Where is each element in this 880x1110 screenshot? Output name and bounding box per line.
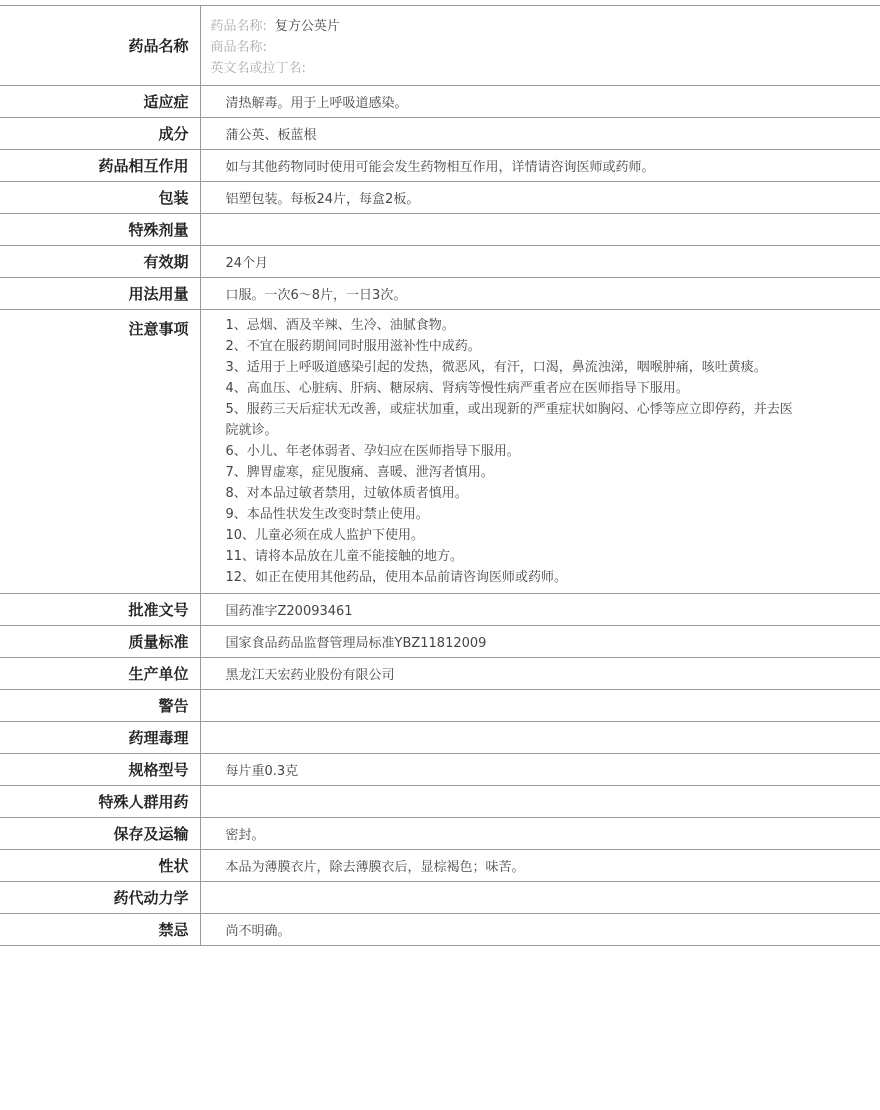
list-item: 10、儿童必须在成人监护下使用。 bbox=[225, 528, 425, 543]
label-drug-name: 药品名称 bbox=[0, 6, 200, 86]
row-specification bbox=[0, 754, 880, 786]
value-warning bbox=[200, 690, 880, 722]
value-package: 铝塑包装。每板24片，每盒2板。 bbox=[200, 182, 880, 214]
label-interactions: 药品相互作用 bbox=[0, 150, 200, 182]
drug-name-line bbox=[211, 16, 880, 37]
value-interactions: 如与其他药物同时使用可能会发生药物相互作用，详情请咨询医师或药师。 bbox=[200, 150, 880, 182]
row-interactions bbox=[0, 150, 880, 182]
label-package: 包装 bbox=[0, 182, 200, 214]
row-storage bbox=[0, 818, 880, 850]
value-specification: 每片重0.3克 bbox=[200, 754, 880, 786]
label-special-population: 特殊人群用药 bbox=[0, 786, 200, 818]
row-toxicology bbox=[0, 722, 880, 754]
row-contraindications bbox=[0, 914, 880, 946]
row-warning bbox=[0, 690, 880, 722]
trade-name-line bbox=[211, 37, 880, 58]
value-indication: 清热解毒。用于上呼吸道感染。 bbox=[200, 86, 880, 118]
trade-name-key: 商品名称: bbox=[210, 40, 267, 55]
drug-name-block bbox=[200, 6, 880, 86]
label-specification: 规格型号 bbox=[0, 754, 200, 786]
list-item: 8、对本品过敏者禁用，过敏体质者慎用。 bbox=[225, 486, 468, 501]
value-manufacturer: 黑龙江天宏药业股份有限公司 bbox=[200, 658, 880, 690]
label-standard: 质量标准 bbox=[0, 626, 200, 658]
row-package bbox=[0, 182, 880, 214]
label-storage: 保存及运输 bbox=[0, 818, 200, 850]
list-item: 12、如正在使用其他药品，使用本品前请咨询医师或药师。 bbox=[225, 570, 568, 585]
list-item: 6、小儿、年老体弱者、孕妇应在医师指导下服用。 bbox=[225, 444, 520, 459]
label-warning: 警告 bbox=[0, 690, 200, 722]
row-drug-name bbox=[0, 6, 880, 86]
row-indication bbox=[0, 86, 880, 118]
row-special-population bbox=[0, 786, 880, 818]
value-precautions bbox=[200, 310, 880, 594]
row-ingredients bbox=[0, 118, 880, 150]
drug-name-key: 药品名称: bbox=[210, 19, 267, 34]
value-pharmacokinetics bbox=[200, 882, 880, 914]
precautions-list bbox=[201, 310, 806, 593]
row-pharmacokinetics bbox=[0, 882, 880, 914]
value-special-dosage bbox=[200, 214, 880, 246]
list-item: 9、本品性状发生改变时禁止使用。 bbox=[225, 507, 429, 522]
english-name-key: 英文名或拉丁名: bbox=[210, 61, 306, 76]
row-appearance bbox=[0, 850, 880, 882]
label-validity: 有效期 bbox=[0, 246, 200, 278]
value-validity: 24个月 bbox=[200, 246, 880, 278]
label-appearance: 性状 bbox=[0, 850, 200, 882]
value-standard: 国家食品药品监督管理局标准YBZ11812009 bbox=[200, 626, 880, 658]
label-usage: 用法用量 bbox=[0, 278, 200, 310]
row-manufacturer bbox=[0, 658, 880, 690]
row-special-dosage bbox=[0, 214, 880, 246]
list-item: 11、请将本品放在儿童不能接触的地方。 bbox=[225, 549, 464, 564]
value-usage: 口服。一次6～8片，一日3次。 bbox=[200, 278, 880, 310]
label-precautions: 注意事项 bbox=[0, 310, 200, 594]
list-item: 7、脾胃虚寒，症见腹痛、喜暖、泄泻者慎用。 bbox=[225, 465, 494, 480]
label-indication: 适应症 bbox=[0, 86, 200, 118]
drug-name-value: 复方公英片 bbox=[274, 19, 340, 34]
row-approval bbox=[0, 594, 880, 626]
value-storage: 密封。 bbox=[200, 818, 880, 850]
list-item: 2、不宜在服药期间同时服用滋补性中成药。 bbox=[225, 339, 481, 354]
list-item: 4、高血压、心脏病、肝病、糖尿病、肾病等慢性病严重者应在医师指导下服用。 bbox=[225, 381, 689, 396]
value-appearance: 本品为薄膜衣片，除去薄膜衣后，显棕褐色；味苦。 bbox=[200, 850, 880, 882]
row-validity bbox=[0, 246, 880, 278]
list-item: 5、服药三天后症状无改善，或症状加重，或出现新的严重症状如胸闷、心悸等应立即停药，并去医院就诊。 bbox=[225, 402, 793, 438]
drug-spec-table bbox=[0, 5, 880, 946]
label-contraindications: 禁忌 bbox=[0, 914, 200, 946]
label-approval: 批准文号 bbox=[0, 594, 200, 626]
value-contraindications: 尚不明确。 bbox=[200, 914, 880, 946]
value-toxicology bbox=[200, 722, 880, 754]
value-approval: 国药准字Z20093461 bbox=[200, 594, 880, 626]
label-special-dosage: 特殊剂量 bbox=[0, 214, 200, 246]
list-item: 3、适用于上呼吸道感染引起的发热，微恶风，有汗，口渴，鼻流浊涕，咽喉肿痛，咳吐黄痰。 bbox=[225, 360, 767, 375]
value-ingredients: 蒲公英、板蓝根 bbox=[200, 118, 880, 150]
list-item: 1、忌烟、酒及辛辣、生冷、油腻食物。 bbox=[225, 318, 455, 333]
label-manufacturer: 生产单位 bbox=[0, 658, 200, 690]
label-ingredients: 成分 bbox=[0, 118, 200, 150]
value-special-population bbox=[200, 786, 880, 818]
label-toxicology: 药理毒理 bbox=[0, 722, 200, 754]
row-usage bbox=[0, 278, 880, 310]
row-precautions bbox=[0, 310, 880, 594]
row-standard bbox=[0, 626, 880, 658]
english-name-line bbox=[211, 58, 880, 79]
label-pharmacokinetics: 药代动力学 bbox=[0, 882, 200, 914]
